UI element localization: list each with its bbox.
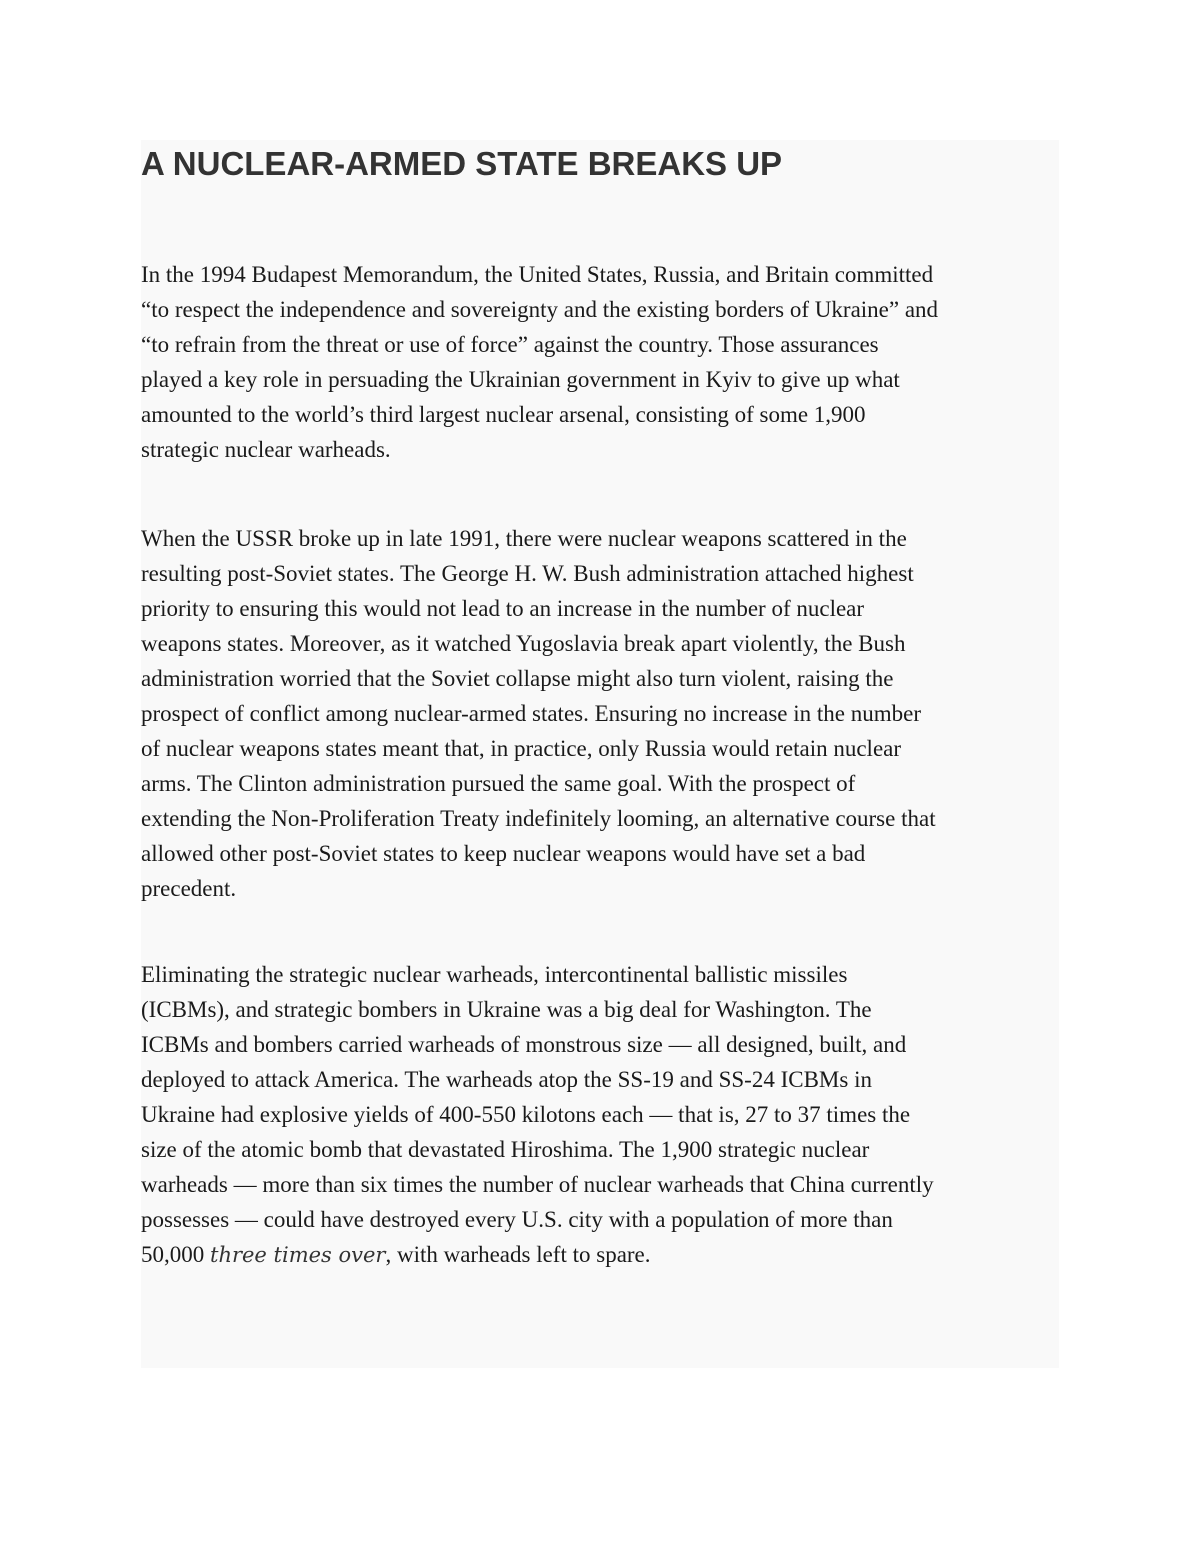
last-line-text-after: , with warheads left to spare.	[385, 1242, 651, 1267]
paragraph-eliminating-warheads	[141, 957, 1061, 1273]
paragraph-line: allowed other post-Soviet states to keep nuclear weapons would have set a bad	[141, 841, 866, 866]
paragraph-line: prospect of conflict among nuclear-armed states. Ensuring no increase in the number	[141, 701, 921, 726]
paragraph-line: “to respect the independence and sovereignty and the existing borders of Ukraine” and	[141, 297, 939, 322]
article-content-block	[141, 140, 1059, 1368]
paragraph-line: of nuclear weapons states meant that, in practice, only Russia would retain nuclear	[141, 736, 902, 761]
paragraph-line: ICBMs and bombers carried warheads of monstrous size — all designed, built, and	[141, 1032, 907, 1057]
last-line-text-before: 50,000	[141, 1242, 210, 1267]
paragraph-line: (ICBMs), and strategic bombers in Ukraine was a big deal for Washington. The	[141, 997, 872, 1022]
paragraph-line: priority to ensuring this would not lead to an increase in the number of nuclear	[141, 596, 865, 621]
paragraph-line: possesses — could have destroyed every U.S. city with a population of more than	[141, 1207, 893, 1232]
paragraph-line: When the USSR broke up in late 1991, there were nuclear weapons scattered in the	[141, 526, 907, 551]
paragraph-last-line	[141, 1237, 1061, 1273]
paragraph-ussr-breakup	[141, 521, 1061, 906]
emphasis-three-times-over: three times over	[210, 1243, 386, 1267]
paragraph-budapest-memorandum	[141, 257, 1061, 467]
paragraph-line: played a key role in persuading the Ukrainian government in Kyiv to give up what	[141, 367, 900, 392]
paragraph-line: size of the atomic bomb that devastated Hiroshima. The 1,900 strategic nuclear	[141, 1137, 870, 1162]
paragraph-line: amounted to the world’s third largest nuclear arsenal, consisting of some 1,900	[141, 402, 866, 427]
paragraph-line: deployed to attack America. The warheads atop the SS-19 and SS-24 ICBMs in	[141, 1067, 872, 1092]
paragraph-line: warheads — more than six times the number of nuclear warheads that China currently	[141, 1172, 934, 1197]
paragraph-line: arms. The Clinton administration pursued the same goal. With the prospect of	[141, 771, 856, 796]
article-title: A NUCLEAR-ARMED STATE BREAKS UP	[141, 145, 783, 182]
paragraph-line: extending the Non-Proliferation Treaty indefinitely looming, an alternative course that	[141, 806, 936, 831]
paragraph-line: Eliminating the strategic nuclear warheads, intercontinental ballistic missiles	[141, 962, 848, 987]
paragraph-line: “to refrain from the threat or use of force” against the country. Those assurances	[141, 332, 879, 357]
paragraph-line: In the 1994 Budapest Memorandum, the United States, Russia, and Britain committed	[141, 262, 934, 287]
paragraph-line: Ukraine had explosive yields of 400-550 kilotons each — that is, 27 to 37 times the	[141, 1102, 911, 1127]
paragraph-line: strategic nuclear warheads.	[141, 437, 391, 462]
paragraph-line: resulting post-Soviet states. The George H. W. Bush administration attached highest	[141, 561, 914, 586]
paragraph-line: precedent.	[141, 876, 237, 901]
paragraph-line: administration worried that the Soviet collapse might also turn violent, raising the	[141, 666, 894, 691]
paragraph-line: weapons states. Moreover, as it watched Yugoslavia break apart violently, the Bush	[141, 631, 906, 656]
